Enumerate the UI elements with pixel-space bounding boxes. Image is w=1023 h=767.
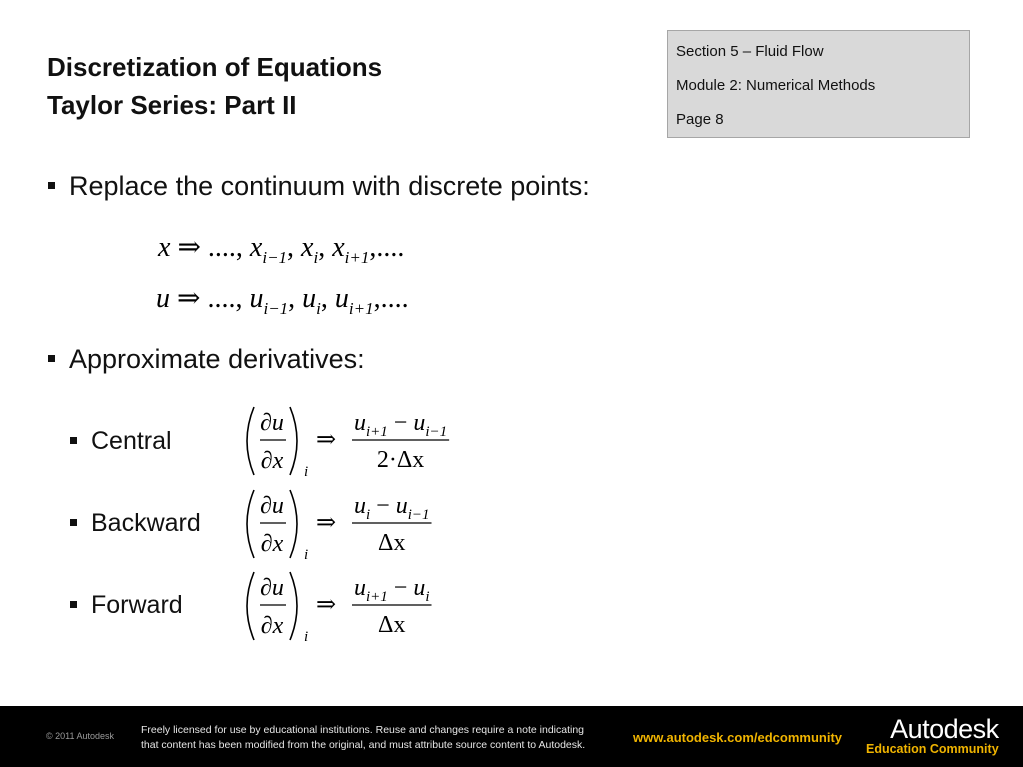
implies-symbol: ⇒ (177, 283, 201, 314)
left-paren (247, 407, 254, 475)
title-line-1: Discretization of Equations (47, 52, 383, 82)
eq-term-var: x (332, 232, 345, 263)
bullet-marker-icon (70, 601, 77, 608)
eq-sub-next: i+1 (348, 299, 374, 318)
left-paren (247, 490, 254, 558)
difference-denominator: 2·Δx (376, 447, 425, 473)
eq-var-x: x (158, 232, 171, 263)
equation-u-discrete: u ⇒ ...., $u_{i-1}$, $u_i$, $u_{i+1}$,.... (156, 283, 409, 318)
partial-denominator: ∂x (260, 448, 284, 474)
eq-sub-next: i+1 (344, 248, 370, 267)
scheme-label: Backward (91, 509, 201, 537)
section-label: Section 5 – Fluid Flow (676, 43, 824, 60)
evaluation-subscript: i (304, 547, 309, 561)
scheme-forward-label (70, 591, 183, 620)
partial-numerator: ∂u (260, 410, 284, 436)
partial-numerator: ∂u (260, 493, 284, 519)
bullet-marker-icon (48, 182, 55, 189)
logo-subtitle: Education Community (866, 742, 999, 756)
right-paren (290, 572, 297, 640)
eq-tail: ,.... (369, 232, 405, 263)
partial-denominator: ∂x (260, 531, 284, 557)
logo-name: Autodesk (890, 714, 999, 744)
bullet-approximate-derivatives (48, 344, 365, 375)
slide-title (47, 48, 382, 124)
partial-numerator: ∂u (260, 575, 284, 601)
eq-tail: ,.... (373, 283, 409, 314)
bullet-marker-icon (70, 437, 77, 444)
evaluation-subscript: i (304, 629, 309, 643)
copyright-text: © 2011 Autodesk (46, 731, 115, 741)
right-paren (290, 490, 297, 558)
implies-symbol: ⇒ (177, 232, 201, 263)
formula-backward (240, 487, 470, 561)
eq-term-var: u (302, 283, 317, 314)
eq-term-var: x (249, 232, 263, 263)
page-label: Page 8 (676, 111, 724, 128)
license-line-1: Freely licensed for use by educational institutions. Reuse and changes require a note indicating (141, 724, 585, 736)
eq-term-var: u (249, 283, 264, 314)
implies-symbol: ⇒ (316, 510, 337, 536)
eq-term-var: x (301, 232, 314, 263)
derivative-formula-svg (240, 404, 470, 478)
left-paren (247, 572, 254, 640)
scheme-central-label (70, 427, 172, 456)
derivative-formula-svg (240, 487, 470, 561)
section-info-box (667, 30, 970, 138)
title-line-2: Taylor Series: Part II (47, 90, 297, 120)
eq-sub-prev: i−1 (262, 248, 288, 267)
autodesk-logo (866, 716, 999, 757)
eq-term-var: u (334, 283, 349, 314)
bullet-marker-icon (70, 519, 77, 526)
difference-numerator: $u_i - u_{i-1}$ (354, 493, 430, 523)
implies-symbol: ⇒ (316, 427, 337, 453)
license-text (141, 723, 585, 753)
eq-sub-cur: i (316, 299, 321, 318)
module-label: Module 2: Numerical Methods (676, 77, 876, 94)
derivative-formula-svg (240, 569, 470, 643)
right-paren (290, 407, 297, 475)
eq-var-u: u (156, 283, 170, 314)
bullet-text: Replace the continuum with discrete points: (69, 171, 590, 201)
partial-denominator: ∂x (260, 613, 284, 639)
equation-x-discrete: x ⇒ ...., $x_{i-1}$, $x_i$, $x_{i+1}$,.... (158, 232, 405, 267)
footer-bar (0, 706, 1023, 767)
difference-numerator: $u_{i+1} - u_i$ (354, 575, 430, 605)
license-line-2: that content has been modified from the original, and must attribute source content to Autodesk. (141, 739, 586, 751)
bullet-text: Approximate derivatives: (69, 344, 365, 374)
eq-sub-cur: i (313, 248, 319, 267)
difference-numerator: $u_{i+1} - u_{i-1}$ (354, 410, 448, 440)
eq-sub-prev: i−1 (263, 299, 289, 318)
bullet-replace-continuum (48, 171, 590, 202)
formula-forward (240, 569, 470, 643)
scheme-label: Forward (91, 591, 183, 619)
implies-symbol: ⇒ (316, 592, 337, 618)
formula-central (240, 404, 470, 478)
difference-denominator: Δx (378, 530, 406, 556)
difference-denominator: Δx (378, 612, 406, 638)
edcommunity-link[interactable]: www.autodesk.com/edcommunity (633, 730, 843, 745)
eq-lead: ...., (207, 283, 243, 314)
scheme-label: Central (91, 427, 172, 455)
evaluation-subscript: i (304, 464, 309, 478)
scheme-backward-label (70, 509, 201, 538)
eq-lead: ...., (207, 232, 243, 263)
bullet-marker-icon (48, 355, 55, 362)
